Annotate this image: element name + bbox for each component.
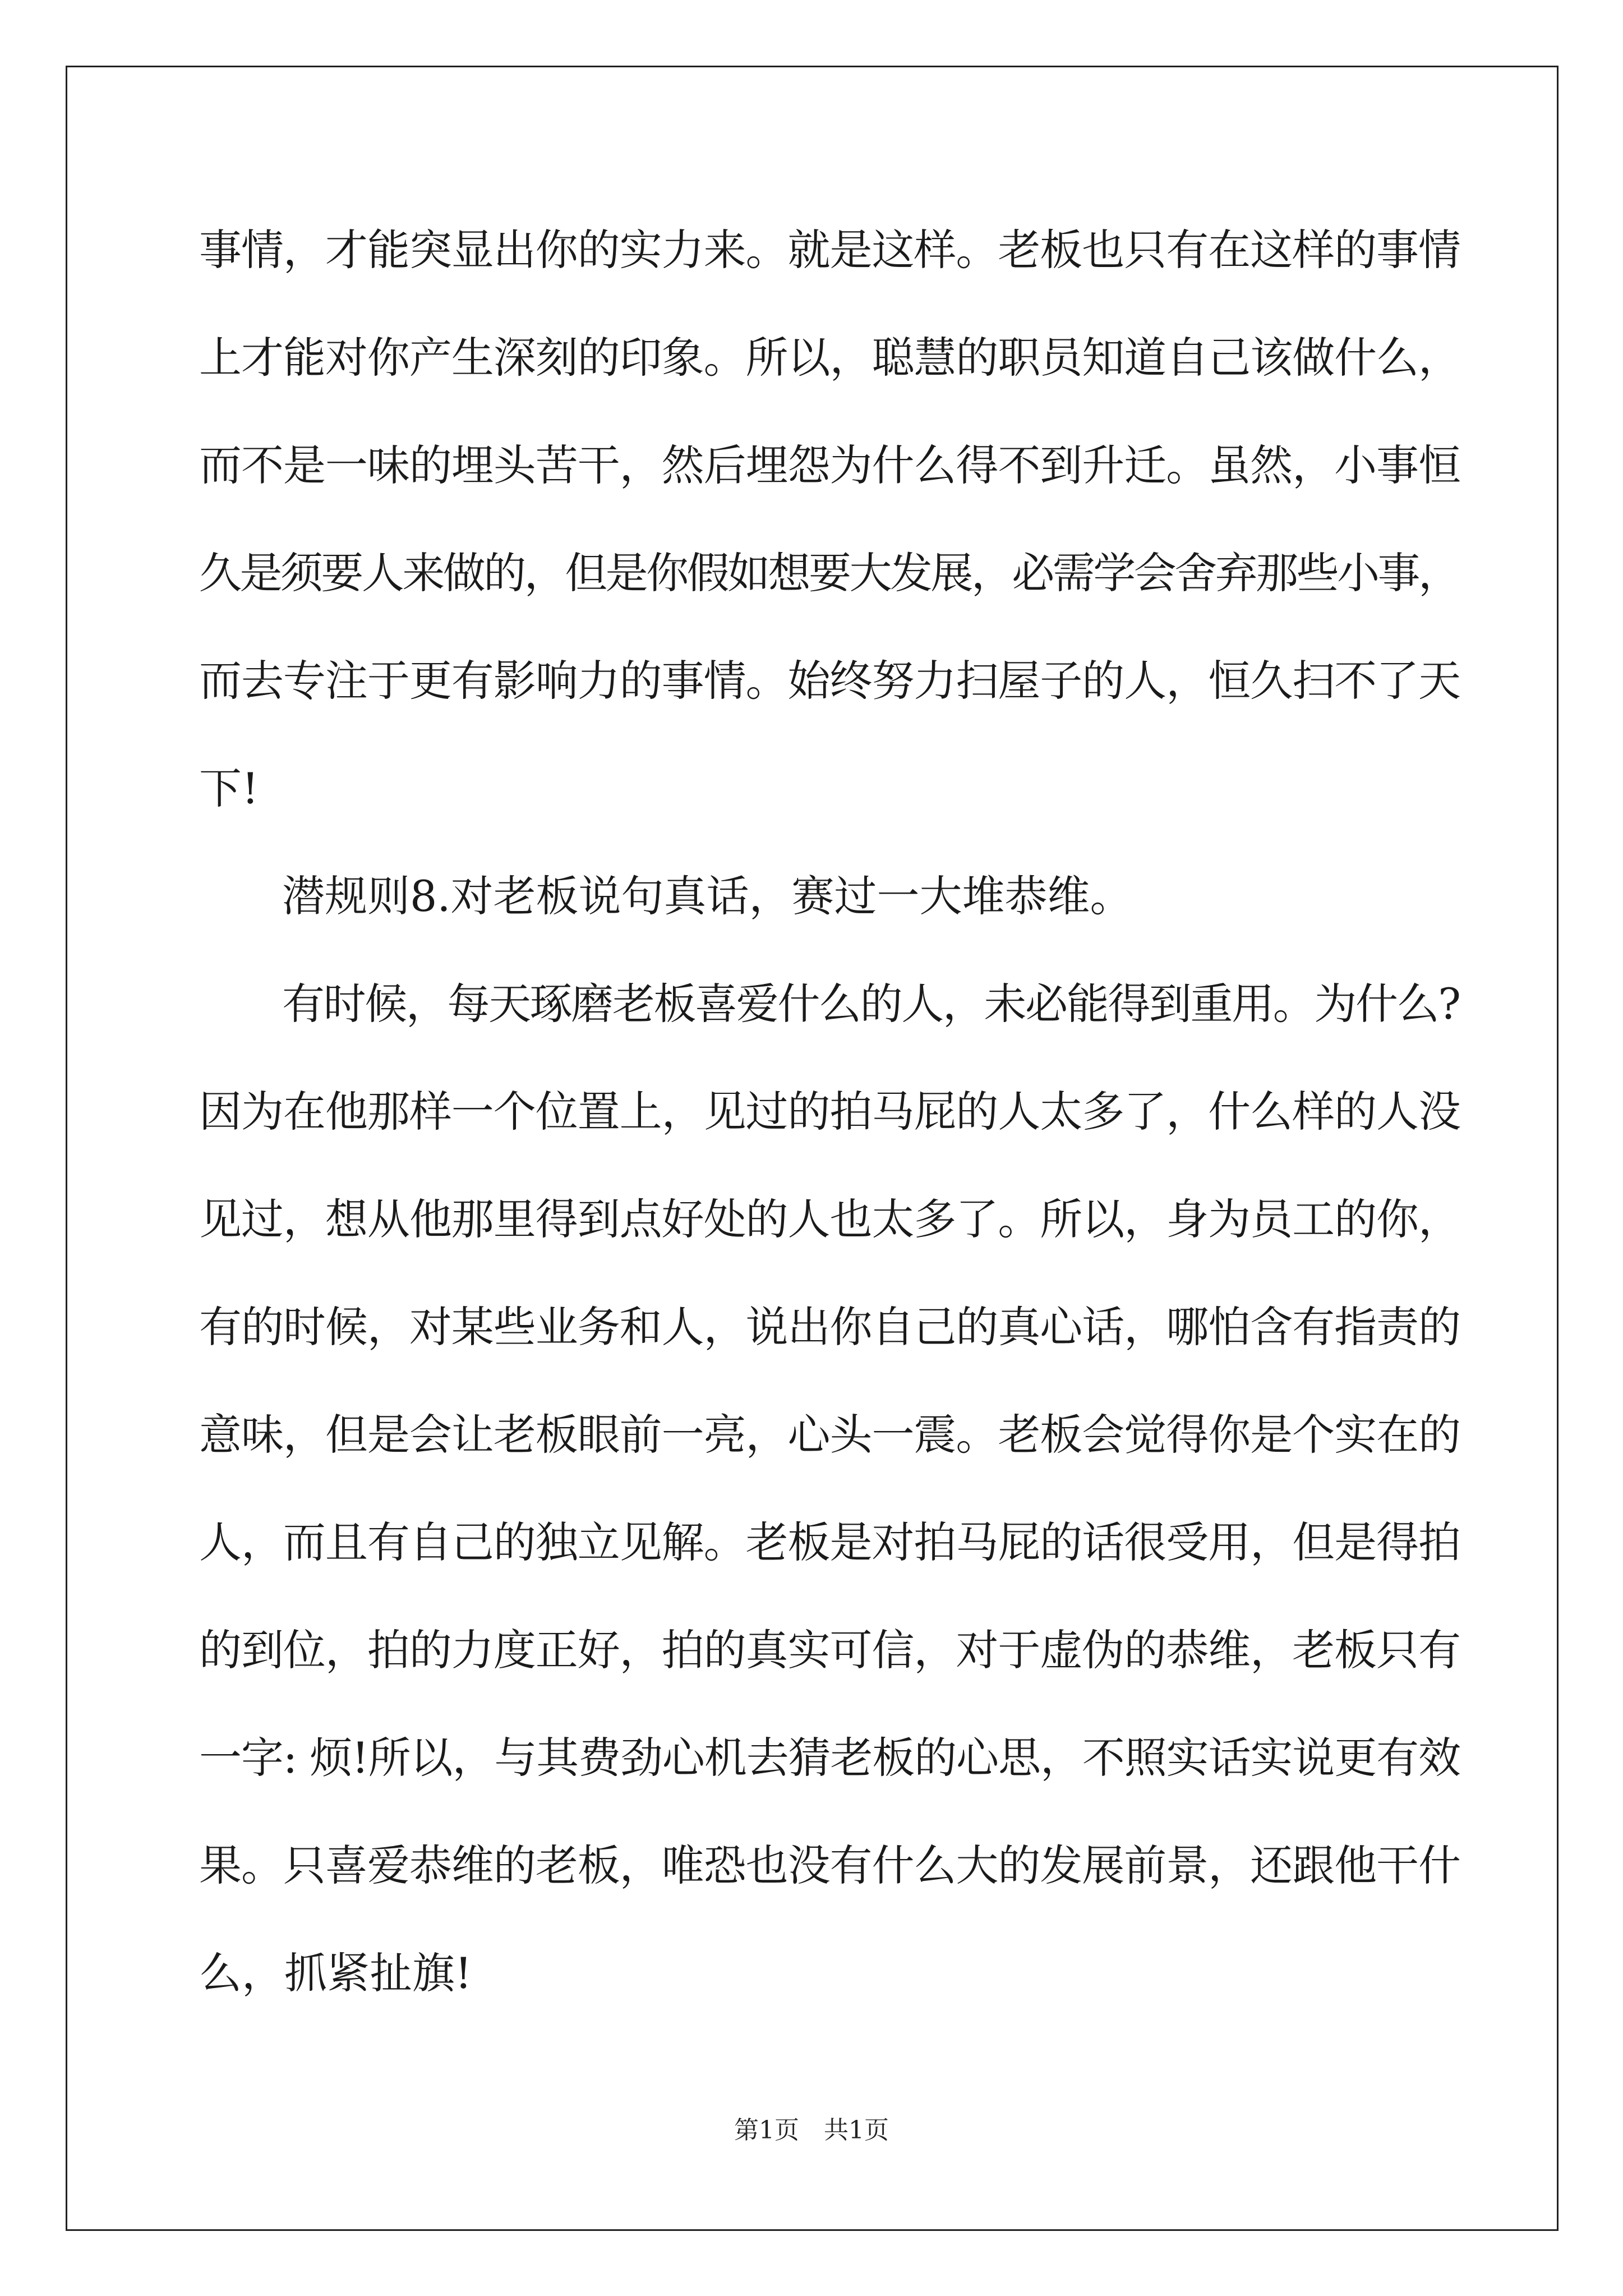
document-body xyxy=(199,223,1461,2054)
text-line: 见过，想从他那里得到点好处的人也太多了。所以，身为员工的你， xyxy=(199,1194,1460,1244)
text-line: 么，抓紧扯旗! xyxy=(199,1948,472,1998)
text-line: 因为在他那样一个位置上，见过的拍马屁的人太多了，什么样的人没 xyxy=(199,1087,1460,1137)
text-line: 上才能对你产生深刻的印象。所以，聪慧的职员知道自己该做什么， xyxy=(199,333,1460,383)
text-line: 而不是一味的埋头苦干，然后埋怨为什么得不到升迁。虽然，小事恒 xyxy=(199,440,1460,490)
text-line: 潜规则8.对老板说句真话，赛过一大堆恭维。 xyxy=(282,871,1133,921)
text-line: 事情，才能突显出你的实力来。就是这样。老板也只有在这样的事情 xyxy=(199,225,1460,275)
text-line: 果。只喜爱恭维的老板，唯恐也没有什么大的发展前景，还跟他干什 xyxy=(199,1841,1460,1890)
text-line: 有时候，每天琢磨老板喜爱什么的人，未必能得到重用。为什么? xyxy=(282,979,1460,1029)
text-line: 下! xyxy=(199,763,259,813)
text-line: 的到位，拍的力度正好，拍的真实可信，对于虚伪的恭维，老板只有 xyxy=(199,1625,1460,1675)
text-line: 一字: 烦!所以，与其费劲心机去猜老板的心思，不照实话实说更有效 xyxy=(199,1733,1460,1783)
text-line: 人，而且有自己的独立见解。老板是对拍马屁的话很受用，但是得拍 xyxy=(199,1517,1460,1567)
text-line: 有的时候，对某些业务和人，说出你自己的真心话，哪怕含有指责的 xyxy=(199,1302,1460,1352)
text-line: 而去专注于更有影响力的事情。始终努力扫屋子的人，恒久扫不了天 xyxy=(199,656,1460,706)
text-line: 意味，但是会让老板眼前一亮，心头一震。老板会觉得你是个实在的 xyxy=(199,1410,1460,1460)
page-footer: 第1页 共1页 xyxy=(734,2116,889,2145)
text-line: 久是须要人来做的，但是你假如想要大发展，必需学会舍弃那些小事， xyxy=(199,548,1459,598)
